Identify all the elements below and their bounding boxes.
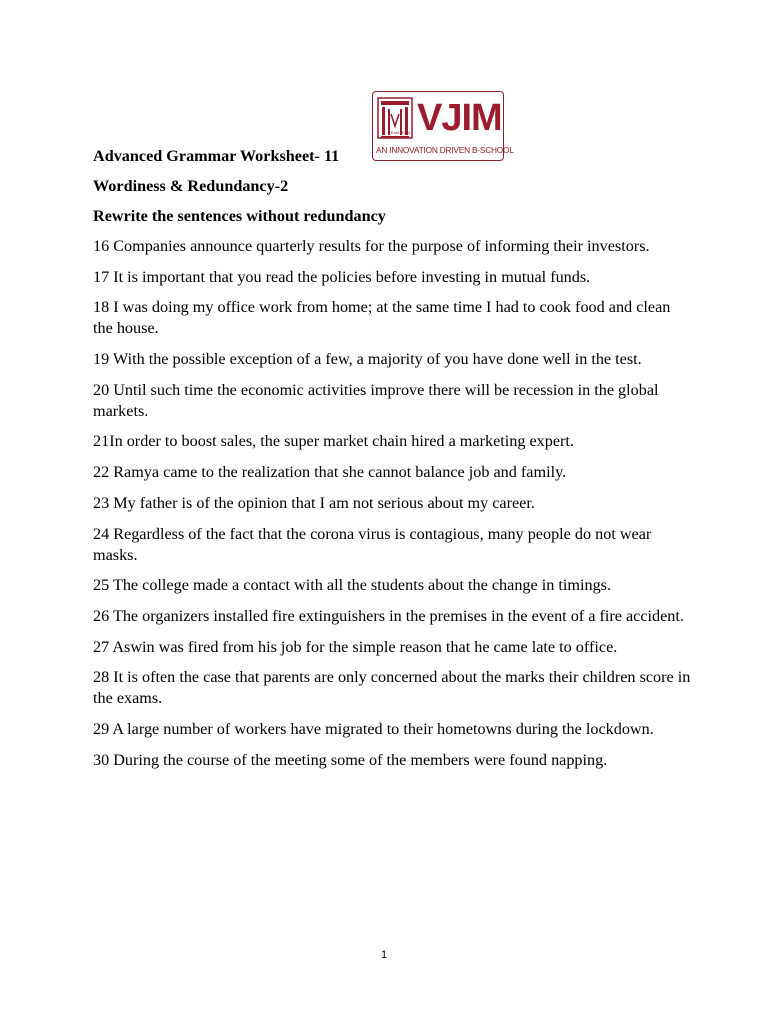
logo-tagline: AN INNOVATION DRIVEN B-SCHOOL <box>376 145 514 155</box>
question-item: 22 Ramya came to the realization that she cannot balance job and family. <box>93 463 567 482</box>
question-item: 27 Aswin was fired from his job for the simple reason that he came late to office. <box>93 637 618 656</box>
question-list <box>93 236 693 771</box>
question-item: 25 The college made a contact with all the students about the change in timings. <box>93 576 612 595</box>
question-item: 17 It is important that you read the policies before investing in mutual funds. <box>93 267 591 286</box>
question-item: 16 Companies announce quarterly results for the purpose of informing their investors. <box>93 237 650 255</box>
worksheet-content <box>93 146 693 780</box>
worksheet-subtitle: Wordiness & Redundancy-2 <box>93 177 289 195</box>
question-item: 28 It is often the case that parents are only concerned about the marks their children score in the exams. <box>93 668 691 708</box>
question-item: 29 A large number of workers have migrated to their hometowns during the lockdown. <box>93 719 654 738</box>
question-item: 24 Regardless of the fact that the corona virus is contagious, many people do not wear masks. <box>93 524 652 564</box>
worksheet-title: Advanced Grammar Worksheet- 11 <box>93 147 340 165</box>
page-number: 1 <box>380 949 388 961</box>
question-item: 21In order to boost sales, the super market chain hired a marketing expert. <box>93 432 574 451</box>
logo-established: Estd. 1993 <box>391 130 411 135</box>
question-item: 18 I was doing my office work from home; at the same time I had to cook food and clean the house. <box>93 298 671 338</box>
building-emblem-icon <box>377 96 413 142</box>
question-item: 30 During the course of the meeting some of the members were found napping. <box>93 750 608 769</box>
logo-wordmark: VJIM <box>417 97 502 139</box>
question-item: 26 The organizers installed fire extinguishers in the premises in the event of a fire accident. <box>93 606 684 625</box>
worksheet-instruction: Rewrite the sentences without redundancy <box>93 207 386 225</box>
question-item: 23 My father is of the opinion that I am not serious about my career. <box>93 493 535 512</box>
question-item: 19 With the possible exception of a few, a majority of you have done well in the test. <box>93 350 642 369</box>
question-item: 20 Until such time the economic activities improve there will be recession in the global markets. <box>93 380 659 420</box>
